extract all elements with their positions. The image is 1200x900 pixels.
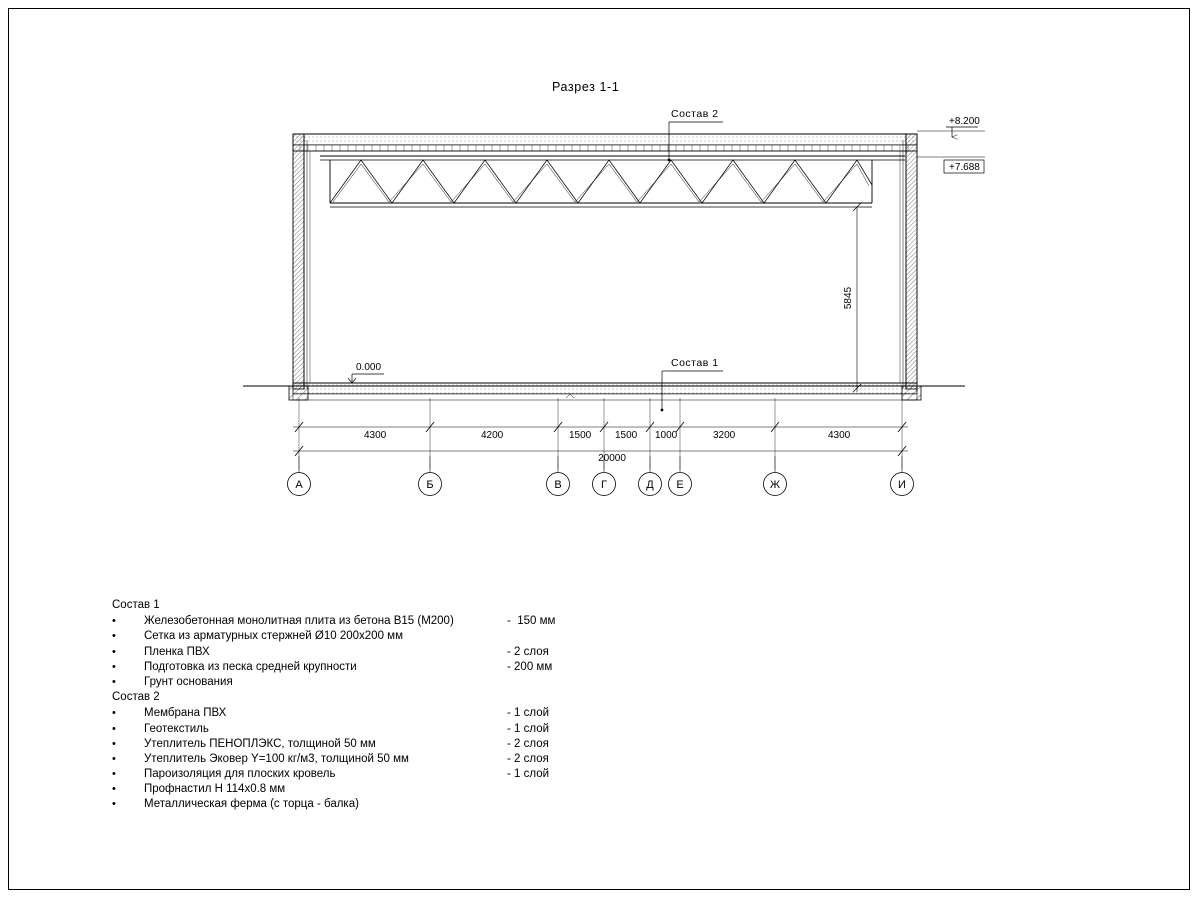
axis-label-4: Д <box>646 479 654 491</box>
axis-label-2: В <box>554 479 562 491</box>
callout-roof-label: Состав 2 <box>671 108 719 120</box>
span-dim-3: 1500 <box>569 430 592 441</box>
axis-bubble-D <box>639 456 662 496</box>
bullet-icon: • <box>112 660 116 673</box>
legend-item <box>112 629 812 644</box>
axis-label-7: И <box>898 479 906 491</box>
legend-item <box>112 752 812 767</box>
legend-item <box>112 722 812 737</box>
specification-legend <box>112 598 812 813</box>
bullet-icon: • <box>112 752 116 765</box>
legend-item-text: Пароизоляция для плоских кровель <box>144 768 336 781</box>
callout-floor-label: Состав 1 <box>671 357 719 369</box>
bullet-icon: • <box>112 707 116 720</box>
legend-item <box>112 614 812 629</box>
legend-item <box>112 782 812 797</box>
axis-bubble-A <box>288 456 311 496</box>
legend-item-value: - 2 слоя <box>507 645 549 658</box>
axis-bubble-ZH <box>764 456 787 496</box>
drawing-title: Разрез 1-1 <box>552 80 620 94</box>
axis-bubble-V <box>547 456 570 496</box>
legend-item-text: Утеплитель ПЕНОПЛЭКС, толщиной 50 мм <box>144 737 376 750</box>
bullet-icon: • <box>112 722 116 735</box>
legend-item-text: Подготовка из песка средней крупности <box>144 660 357 673</box>
span-dim-2: 4200 <box>481 430 504 441</box>
bullet-icon: • <box>112 783 116 796</box>
axis-bubble-I <box>891 456 914 496</box>
span-dim-6: 3200 <box>713 430 736 441</box>
legend-item-value: - 200 мм <box>507 660 553 673</box>
bullet-icon: • <box>112 645 116 658</box>
bullet-icon: • <box>112 737 116 750</box>
vertical-dimension-value: 5845 <box>843 286 854 310</box>
legend-item <box>112 660 812 675</box>
legend-item <box>112 797 812 812</box>
legend-item-text: Утеплитель Эковер Y=100 кг/м3, толщиной 50 мм <box>144 752 409 765</box>
legend-item-value: - 1 слой <box>507 707 550 720</box>
axis-bubble-B <box>419 456 442 496</box>
bullet-icon: • <box>112 798 116 811</box>
legend-item <box>112 767 812 782</box>
axis-bubble-E <box>669 456 692 496</box>
legend-item-text: Профнастил Н 114х0.8 мм <box>144 783 286 796</box>
bullet-icon: • <box>112 768 116 781</box>
legend-item <box>112 737 812 752</box>
vertical-dimension <box>843 203 861 392</box>
legend-item-text: Мембрана ПВХ <box>144 707 227 720</box>
bullet-icon: • <box>112 630 116 643</box>
bullet-icon: • <box>112 615 116 628</box>
legend-item-value: - 150 мм <box>507 615 556 628</box>
axis-label-1: Б <box>426 479 434 491</box>
span-dim-1: 4300 <box>364 430 387 441</box>
legend-item-value: - 1 слой <box>507 768 550 781</box>
overall-dimension: 20000 <box>598 453 626 464</box>
axis-label-6: Ж <box>769 479 781 491</box>
axis-label-0: А <box>295 479 303 491</box>
span-dim-4: 1500 <box>615 430 638 441</box>
elevation-floor <box>348 362 384 383</box>
legend-item-text: Сетка из арматурных стержней Ø10 200х200 мм <box>144 630 403 643</box>
legend-group1-title: Состав 1 <box>112 599 160 611</box>
elevation-truss-top-value: +7.688 <box>949 162 980 173</box>
legend-item-value: - 2 слоя <box>507 752 549 765</box>
legend-item <box>112 706 812 721</box>
legend-item-value: - 1 слой <box>507 722 550 735</box>
elevation-top-value: +8.200 <box>949 116 980 127</box>
legend-group2-title: Состав 2 <box>112 691 160 704</box>
legend-item-text: Металлическая ферма (с торца - балка) <box>144 798 359 811</box>
legend-item-text: Грунт основания <box>144 675 233 688</box>
legend-item <box>112 645 812 660</box>
elevation-truss-top <box>944 160 984 173</box>
span-dim-7: 4300 <box>828 430 851 441</box>
bullet-icon: • <box>112 675 116 688</box>
legend-item-text: Пленка ПВХ <box>144 645 210 658</box>
legend-item-value: - 2 слоя <box>507 737 549 750</box>
axis-label-3: Г <box>601 479 607 491</box>
span-dim-5: 1000 <box>655 430 678 441</box>
legend-item-text: Железобетонная монолитная плита из бетона В15 (М200) <box>144 615 454 628</box>
legend-item <box>112 675 812 690</box>
axis-label-5: Е <box>676 479 684 491</box>
elevation-top <box>946 116 980 137</box>
elevation-floor-value: 0.000 <box>356 362 382 373</box>
legend-item-text: Геотекстиль <box>144 722 209 735</box>
